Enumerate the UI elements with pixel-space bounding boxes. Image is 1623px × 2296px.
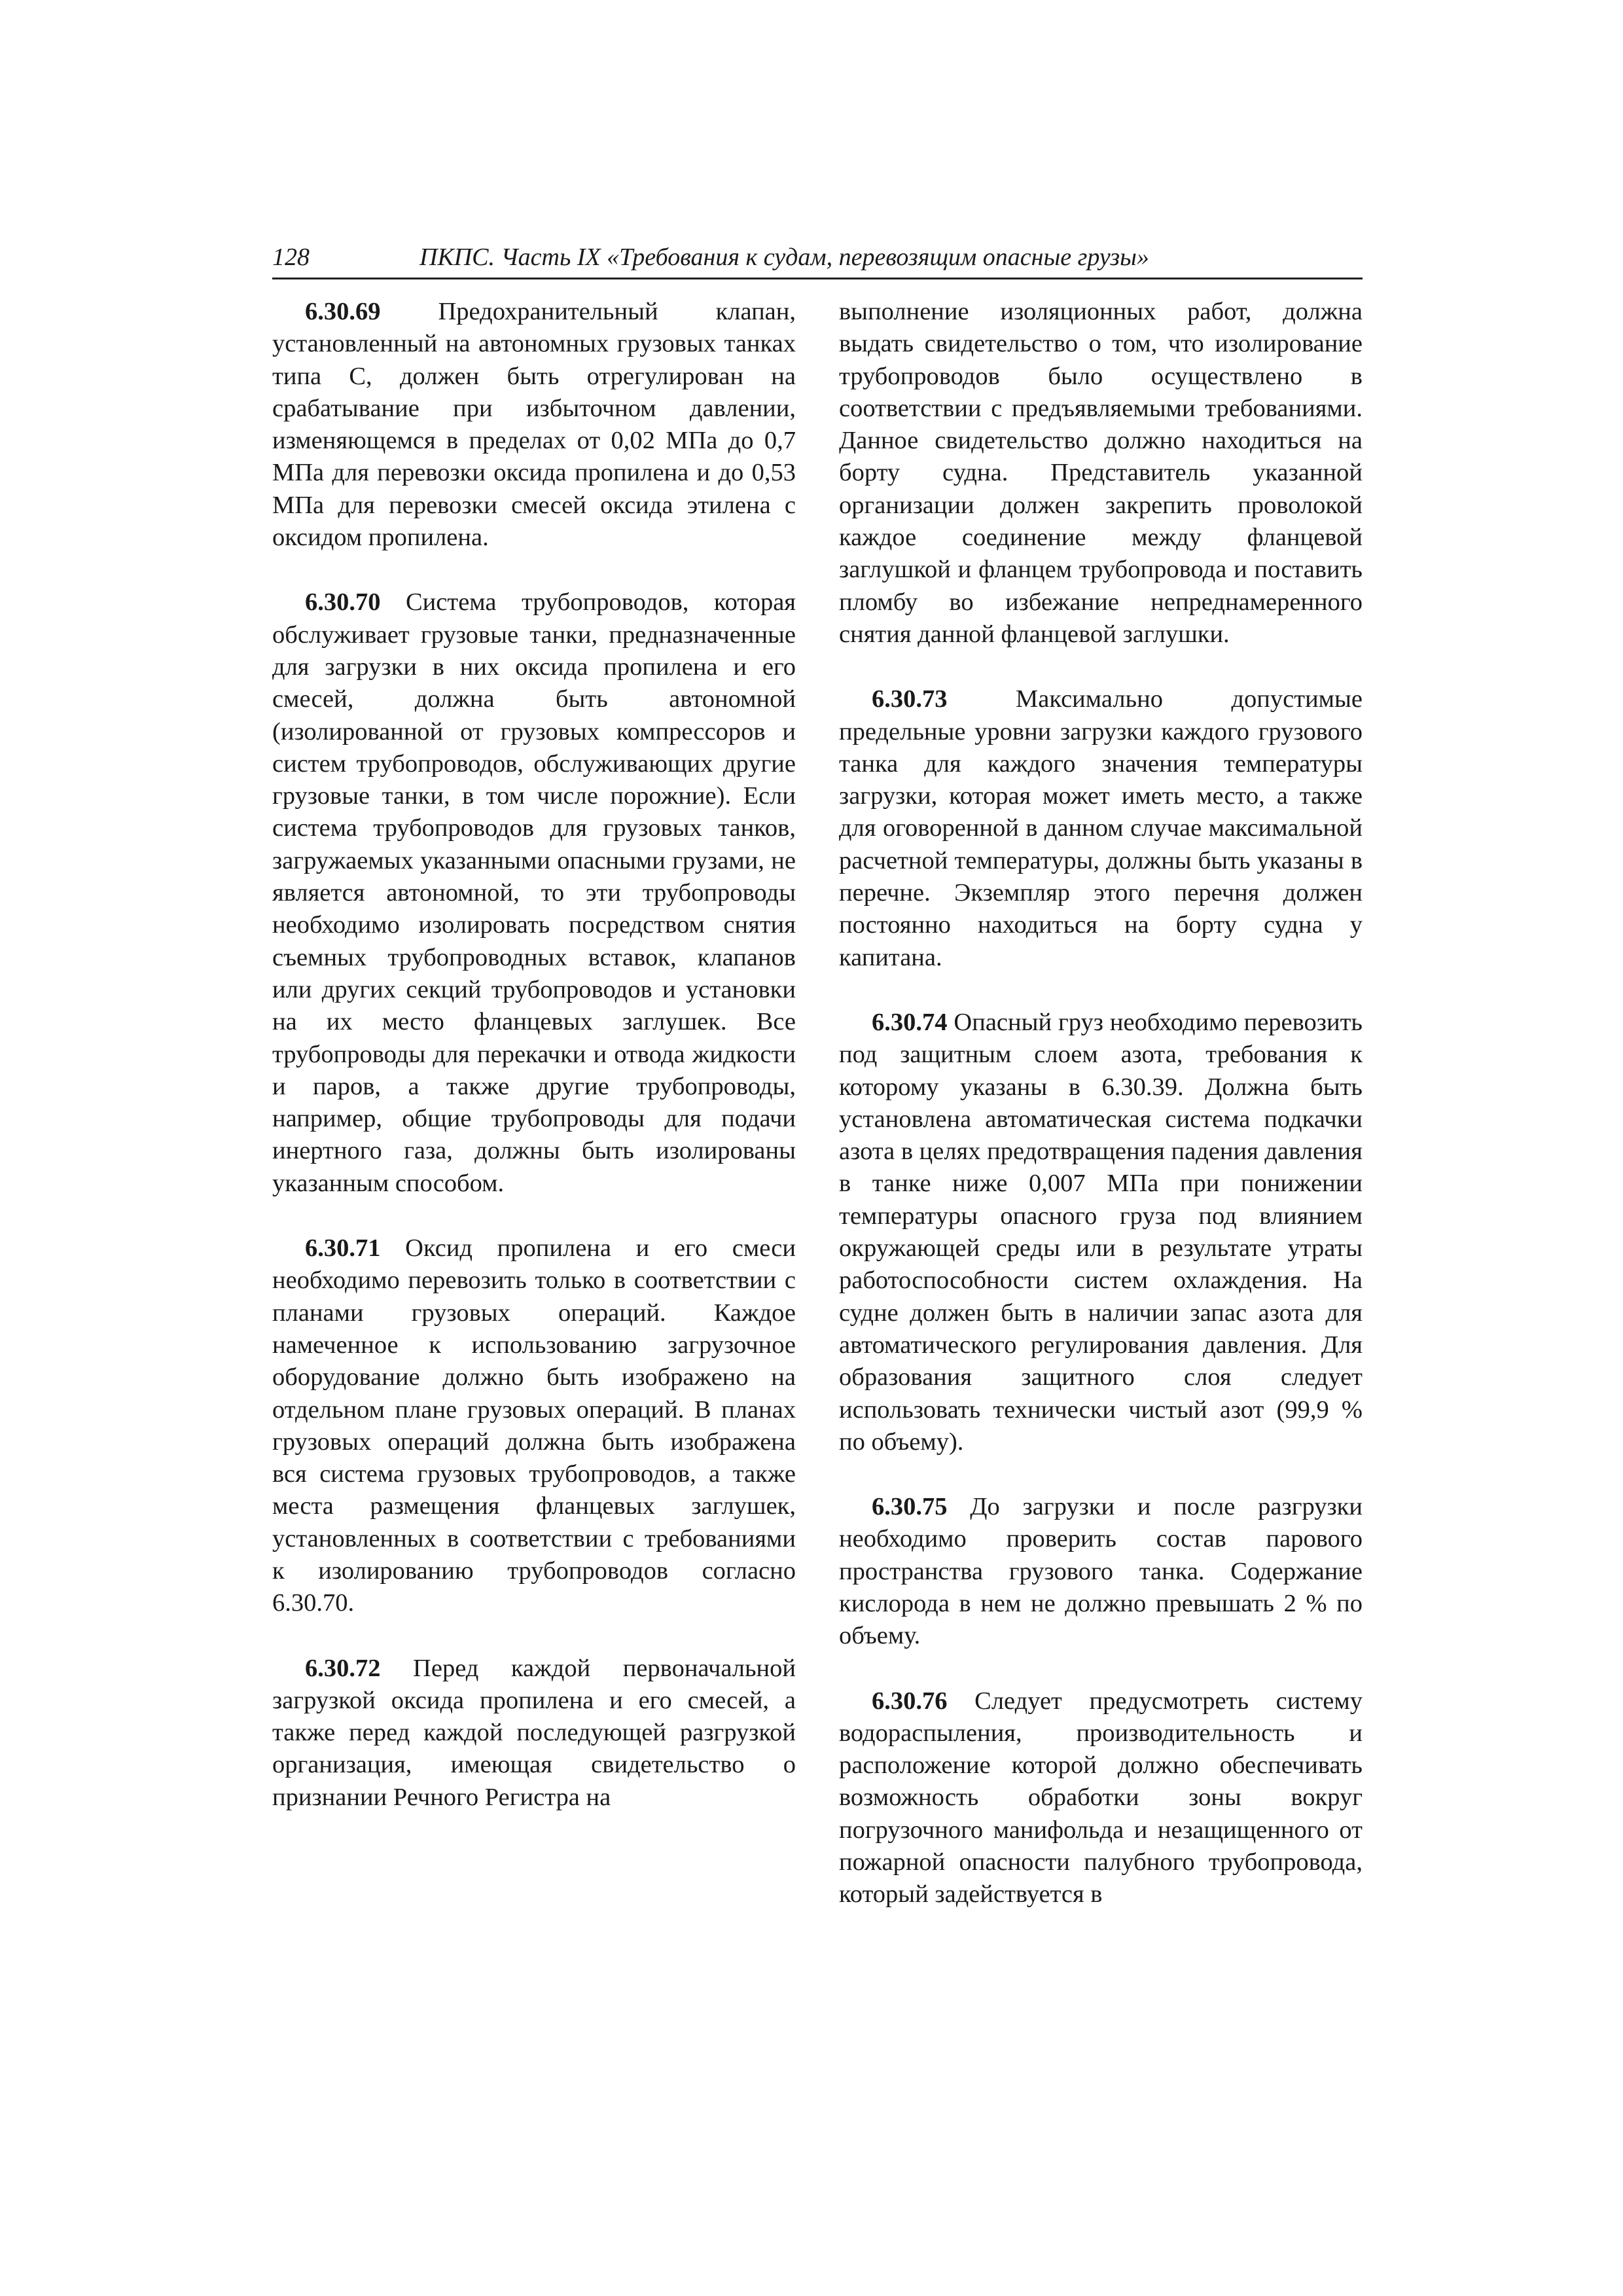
right-column (839, 296, 1363, 1944)
clause-number: 6.30.75 (872, 1493, 948, 1521)
paragraph-6-30-72 (272, 1653, 796, 1814)
paragraph-6-30-70 (272, 586, 796, 1200)
clause-text: До загрузки и после разгрузки необходимо проверить состав парового пространства грузового танка. Содержание кислорода в нем не должно превышать 2 % по объему. (839, 1493, 1363, 1650)
clause-number: 6.30.70 (305, 588, 381, 617)
paragraph-6-30-69 (272, 296, 796, 554)
clause-text: Оксид пропилена и его смеси необходимо перевозить только в соответствии с планами грузовых операций. Каждое намеченное к использованию загрузочное оборудование должно быть изображено на отдельном плане грузовых операций. В планах грузовых операций должна быть изображена вся система грузовых трубопроводов, а также места размещения фланцевых заглушек, установленных в соответствии с требованиями к изолированию трубопроводов согласно 6.30.70. (272, 1234, 796, 1617)
paragraph-6-30-71 (272, 1232, 796, 1620)
clause-text: Следует предусмотреть систему водораспыления, производительность и расположение которой должно обеспечивать возможность обработки зоны вокруг погрузочного манифольда и незащищенного от пожарной опасности палубного трубопровода, который задействуется в (839, 1687, 1363, 1909)
paragraph-6-30-75 (839, 1491, 1363, 1652)
clause-number: 6.30.73 (872, 685, 948, 713)
paragraph-6-30-73 (839, 683, 1363, 974)
paragraph-6-30-72-continued: выполнение изоляционных работ, должна выдать свидетельство о том, что изолирование трубопроводов было осуществлено в соответствии с предъявляемыми требованиями. Данное свидетельство должно находиться на борту судна. Представитель указанной организации должен закрепить проволокой каждое соединение между фланцевой заглушкой и фланцем трубопровода и поставить пломбу во избежание непреднамеренного снятия данной фланцевой заглушки. (839, 298, 1363, 648)
clause-number: 6.30.69 (305, 298, 381, 325)
clause-text: Опасный груз необходимо перевозить под защитным слоем азота, требования к которому указаны в 6.30.39. Должна быть установлена автоматическая система подкачки азота в целях предотвращения падения давления в танке ниже 0,007 МПа при понижении температуры опасного груза под влиянием окружающей среды или в результате утраты работоспособности систем охлаждения. На судне должен быть в наличии запас азота для автоматического регулирования давления. Для образования защитного слоя следует использовать технически чистый азот (99,9 % по объему). (839, 1008, 1363, 1456)
clause-text: Предохранительный клапан, установленный на автономных грузовых танках типа С, должен быть отрегулирован на срабатывание при избыточном давлении, изменяющемся в пределах от 0,02 МПа до 0,7 МПа для перевозки оксида пропилена и до 0,53 МПа для перевозки смесей оксида этилена с оксидом пропилена. (272, 298, 796, 552)
clause-number: 6.30.76 (872, 1687, 948, 1715)
page-header (272, 237, 1363, 279)
clause-number: 6.30.74 (872, 1008, 948, 1036)
clause-text: Перед каждой первоначальной загрузкой оксида пропилена и его смесей, а также перед каждой последующей разгрузкой организация, имеющая свидетельство о признании Речного Регистра на (272, 1654, 796, 1811)
running-title: ПКПС. Часть IX «Требования к судам, перевозящим опасные грузы» (419, 243, 1149, 271)
clause-number: 6.30.72 (305, 1654, 381, 1682)
page-number: 128 (272, 243, 310, 271)
clause-text: Максимально допустимые предельные уровни загрузки каждого грузового танка для каждого значения температуры загрузки, которая может иметь место, а также для оговоренной в данном случае максимальной расчетной температуры, должны быть указаны в перечне. Экземпляр этого перечня должен постоянно находиться на борту судна у капитана. (839, 685, 1363, 971)
clause-text: Система трубопроводов, которая обслуживает грузовые танки, предназначенные для загрузки в них оксида пропилена и его смесей, должна быть автономной (изолированной от грузовых компрессоров и систем трубопроводов, обслуживающих другие грузовые танки, в том числе порожние). Если система трубопроводов для грузовых танков, загружаемых указанными опасными грузами, не является автономной, то эти трубопроводы необходимо изолировать посредством снятия съемных трубопроводных вставок, клапанов или других секций трубопроводов и установки на их место фланцевых заглушек. Все трубопроводы для перекачки и отвода жидкости и паров, а также другие трубопроводы, например, общие трубопроводы для подачи инертного газа, должны быть изолированы указанным способом. (272, 588, 796, 1197)
clause-number: 6.30.71 (305, 1234, 381, 1263)
paragraph-6-30-74 (839, 1007, 1363, 1458)
left-column (272, 296, 796, 1846)
paragraph-6-30-76 (839, 1685, 1363, 1911)
